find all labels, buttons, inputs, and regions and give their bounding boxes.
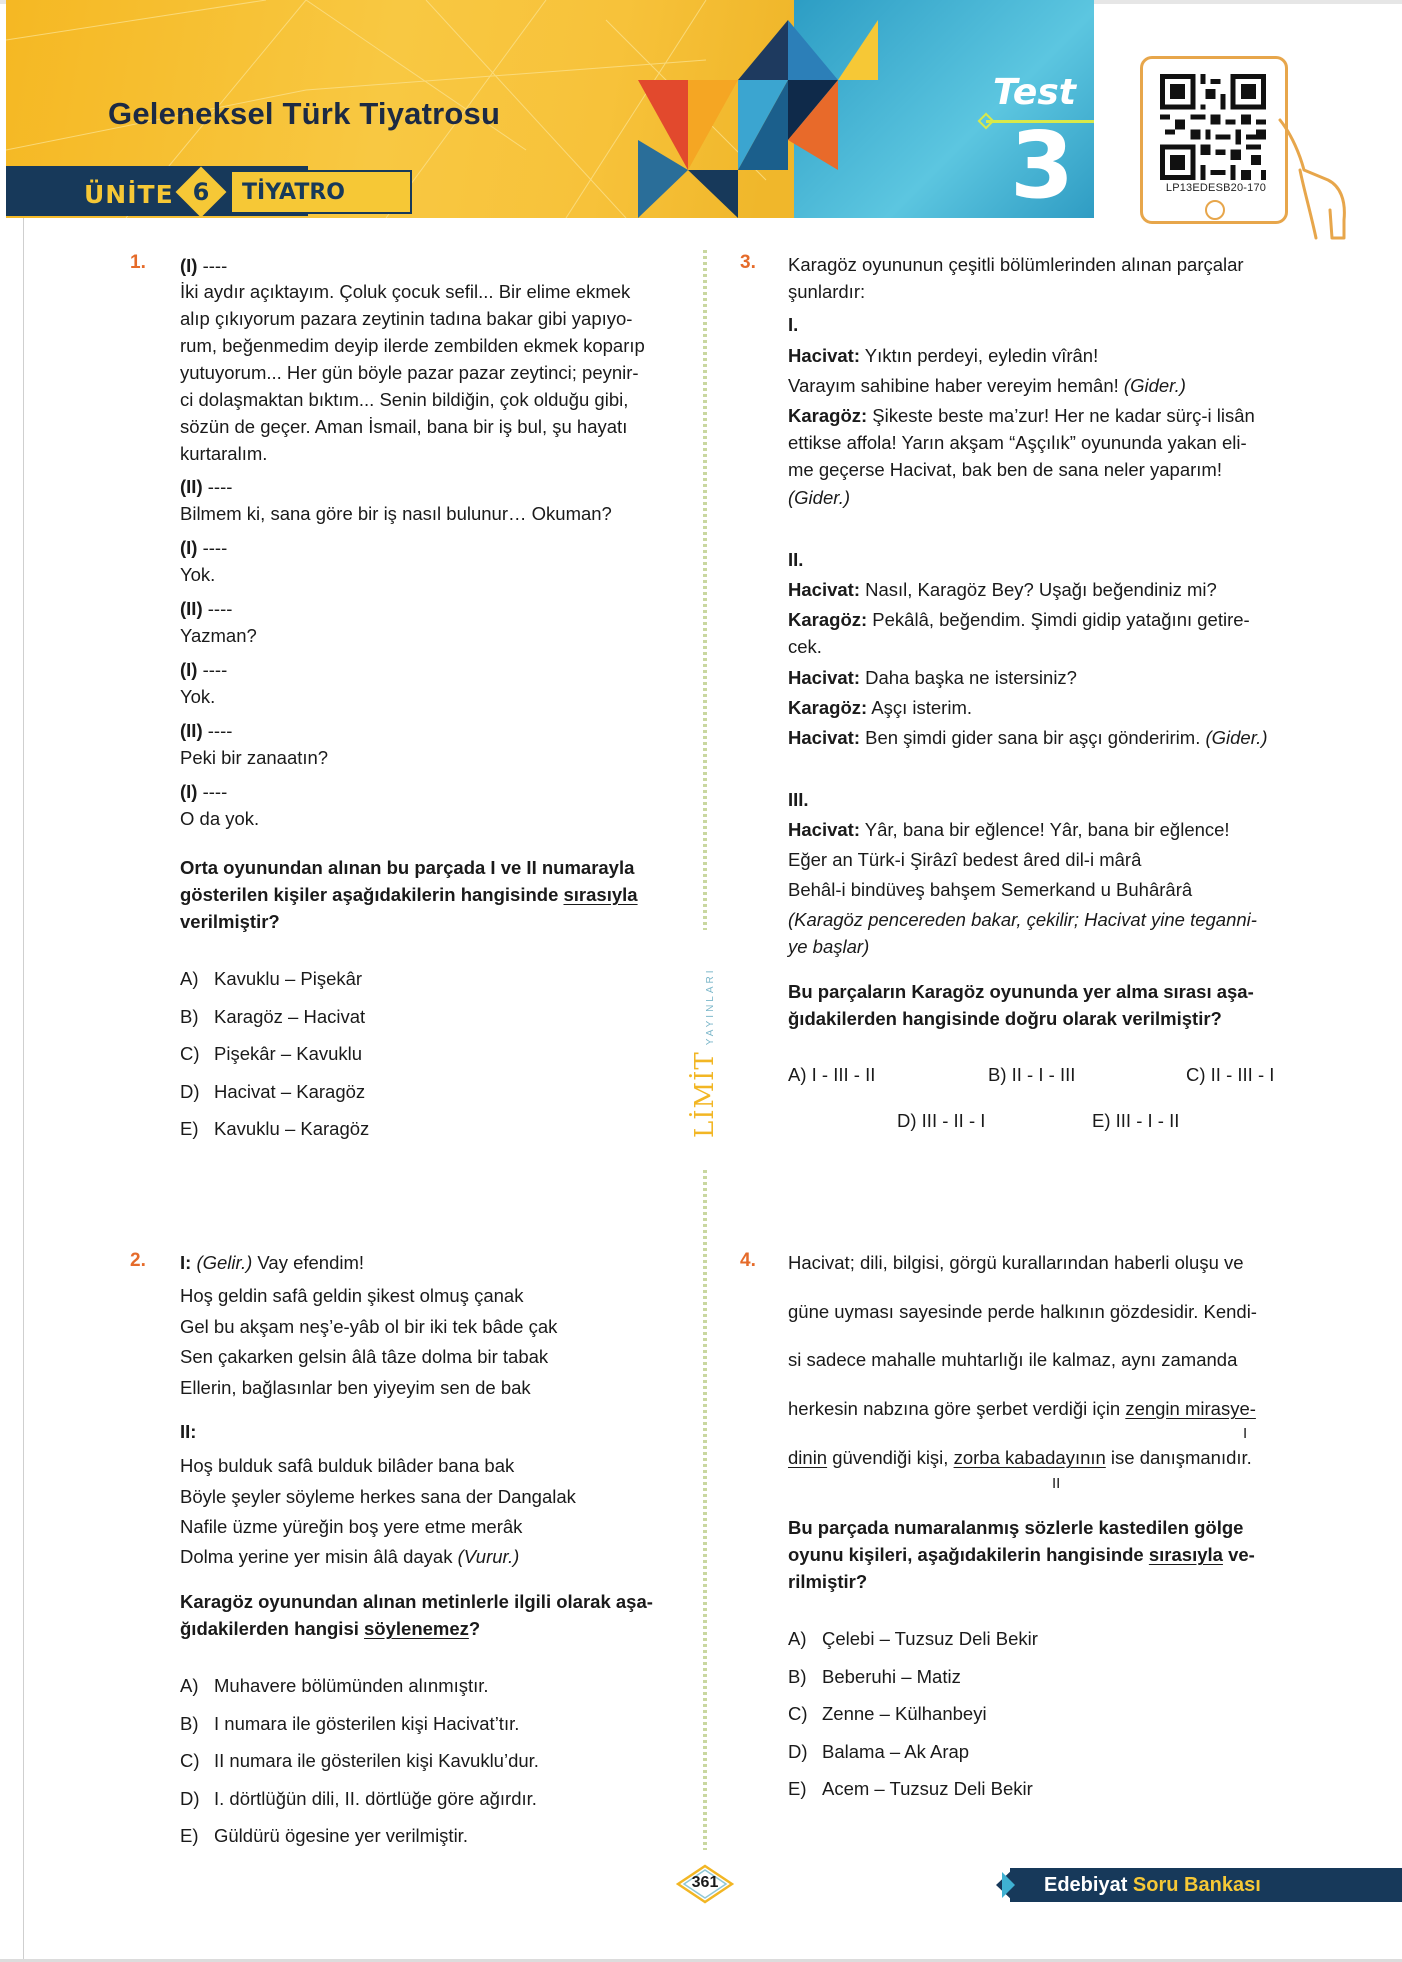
q1-line-text: rum, beğenmedim deyip ilerde zembilden ekmek koparıp	[180, 335, 645, 356]
question-4-prompt-line-3: rilmiştir?	[788, 1571, 868, 1592]
option-text: Beberuhi – Matiz	[822, 1665, 961, 1687]
q1-dialogue-line	[180, 305, 632, 332]
q1-line-text: ----	[197, 537, 228, 558]
q1-dialogue-line	[180, 534, 227, 561]
q1-line-text: ----	[202, 598, 233, 619]
q3-option-a[interactable]	[788, 1064, 875, 1086]
q3-part2-line-6: Hacivat: Ben şimdi gider sana bir aşçı gönderirim. (Gider.)	[788, 727, 1268, 748]
q3-part2-line-2: Karagöz: Pekâlâ, beğendim. Şimdi gidip yatağını getire-	[788, 609, 1250, 630]
q1-line-text: sözün de geçer. Aman İsmail, bana bir iş bul, şu hayatı	[180, 416, 628, 437]
q3-part3-line-3: Behâl-i bindüveş bahşem Semerkand u Buhârârâ	[788, 879, 1193, 900]
question-3-part-1-label: I.	[788, 314, 799, 335]
page-title: Geleneksel Türk Tiyatrosu	[108, 96, 501, 131]
option-letter: D)	[897, 1110, 917, 1131]
q2-verse2-line: Böyle şeyler söyleme herkes sana der Dangalak	[180, 1485, 576, 1507]
q1-line-text: O da yok.	[180, 808, 260, 829]
question-3-part-3-label: III.	[788, 789, 809, 810]
option-letter: C)	[180, 1750, 200, 1771]
q3-part1-line-1: Hacivat: Yıktın perdeyi, eyledin vîrân!	[788, 345, 1099, 366]
q2-option-c[interactable]	[180, 1750, 539, 1772]
q4-option-a[interactable]	[788, 1628, 1038, 1650]
option-letter: B)	[180, 1005, 199, 1027]
question-1-prompt-line-2: gösterilen kişiler aşağıdakilerin hangisinde sırasıyla	[180, 884, 638, 905]
q2-verse1-line: Gel bu akşam neş’e-yâb ol bir iki tek bâde çak	[180, 1315, 558, 1337]
q4-line-2: güne uyması sayesinde perde halkının gözdesidir. Kendi-	[788, 1301, 1257, 1322]
q1-line-text: yutuyorum... Her gün böyle pazar pazar zeytinci; peynir-	[180, 362, 639, 383]
q1-speaker: (I)	[180, 659, 198, 680]
option-text: II - III - I	[1210, 1064, 1275, 1085]
qr-code-text: LP13EDESB20-170	[1165, 182, 1267, 194]
q3-part1-line-2: Varayım sahibine haber vereyim hemân! (Gider.)	[788, 375, 1186, 396]
option-letter: D)	[180, 1080, 200, 1102]
q1-line-text: ----	[202, 720, 233, 741]
option-text: Pişekâr – Kavuklu	[214, 1043, 363, 1064]
q1-dialogue-line	[180, 386, 628, 413]
q2-option-e[interactable]	[180, 1825, 468, 1847]
q1-dialogue-line	[180, 440, 267, 467]
test-label: Test	[993, 72, 1076, 113]
q4-mark-II: II	[1052, 1475, 1061, 1492]
question-2-speaker-1-line: I: (Gelir.) Vay efendim!	[180, 1252, 365, 1273]
q1-line-text: Yok.	[180, 686, 216, 707]
option-letter: B)	[788, 1665, 807, 1687]
q1-dialogue-line	[180, 332, 645, 359]
q1-dialogue-line	[180, 805, 259, 832]
q1-speaker: (II)	[180, 598, 203, 619]
q1-dialogue-line	[180, 359, 639, 386]
q2-option-d[interactable]	[180, 1788, 537, 1810]
q3-part2-line-4: Hacivat: Daha başka ne istersiniz?	[788, 667, 1077, 688]
q1-speaker: (II)	[180, 476, 203, 497]
footer-series-title: Edebiyat Soru Bankası	[1044, 1874, 1261, 1896]
option-text: II - I - III	[1011, 1064, 1076, 1085]
option-text: Hacivat – Karagöz	[214, 1080, 366, 1102]
publisher-watermark	[690, 948, 718, 1138]
question-1-prompt-line-1: Orta oyunundan alınan bu parçada I ve II numarayla	[180, 857, 635, 878]
question-1-number: 1.	[130, 252, 146, 273]
q2-verse2-line: Nafile üzme yüreğin boş yere etme merâk	[180, 1516, 523, 1537]
option-letter: A)	[180, 968, 199, 989]
q3-part3-line-2: Eğer an Türk-i Şirâzî bedest âred dil-i mârâ	[788, 849, 1142, 870]
option-letter: A)	[788, 1628, 807, 1649]
q2-verse1-line: Ellerin, bağlasınlar ben yiyeyim sen de bak	[180, 1376, 531, 1398]
option-text: Zenne – Külhanbeyi	[822, 1703, 987, 1724]
q4-option-b[interactable]	[788, 1666, 961, 1688]
option-letter: C)	[788, 1703, 808, 1724]
publisher-sub: YAYINLARI	[705, 967, 716, 1046]
q2-verse2-line: Hoş bulduk safâ bulduk bilâder bana bak	[180, 1455, 515, 1476]
q4-line-3: si sadece mahalle muhtarlığı ile kalmaz, aynı zamanda	[788, 1349, 1238, 1370]
question-3-intro-line-1: Karagöz oyununun çeşitli bölümlerinden alınan parçalar	[788, 254, 1244, 275]
q1-dialogue-line	[180, 473, 232, 500]
q1-option-e[interactable]	[180, 1118, 369, 1140]
q1-line-text: ----	[197, 255, 228, 276]
q1-line-text: Bilmem ki, sana göre bir iş nasıl bulunur… Okuman?	[180, 503, 612, 524]
option-text: Kavuklu – Karagöz	[214, 1118, 370, 1139]
q3-part3-line-5: ye başlar)	[788, 936, 870, 957]
question-1-prompt-line-3: verilmiştir?	[180, 911, 280, 932]
q1-dialogue-line	[180, 252, 227, 279]
option-letter: E)	[1092, 1110, 1111, 1131]
q1-dialogue-line	[180, 656, 227, 683]
q4-option-c[interactable]	[788, 1703, 987, 1725]
question-4-prompt-line-1: Bu parçada numaralanmış sözlerle kastedilen gölge	[788, 1517, 1244, 1538]
unite-topic: TİYATRO	[242, 180, 345, 205]
unite-number: 6	[192, 178, 210, 206]
q1-dialogue-line	[180, 683, 215, 710]
option-text: I numara ile gösterilen kişi Hacivat’tır.	[214, 1712, 520, 1734]
q3-option-e[interactable]	[1092, 1110, 1179, 1132]
option-letter: E)	[180, 1825, 199, 1846]
q3-option-d[interactable]	[897, 1110, 985, 1132]
q3-option-b[interactable]	[988, 1064, 1075, 1086]
option-letter: C)	[1186, 1064, 1206, 1085]
question-3-part-2-label: II.	[788, 549, 804, 570]
option-text: III - II - I	[921, 1110, 986, 1131]
option-letter: B)	[988, 1064, 1007, 1085]
option-text: Karagöz – Hacivat	[214, 1005, 366, 1027]
q1-line-text: ci dolaşmaktan bıktım... Senin bildiğin, çok olduğu gibi,	[180, 389, 629, 410]
option-letter: C)	[180, 1043, 200, 1064]
origami-graphic	[638, 20, 918, 218]
q1-line-text: Yok.	[180, 564, 216, 585]
q3-option-c[interactable]	[1186, 1064, 1274, 1086]
q1-dialogue-line	[180, 744, 328, 771]
q1-speaker: (I)	[180, 255, 198, 276]
q1-line-text: Yazman?	[180, 625, 257, 646]
option-text: Güldürü ögesine yer verilmiştir.	[214, 1825, 468, 1846]
q3-part2-line-1: Hacivat: Nasıl, Karagöz Bey? Uşağı beğendiniz mi?	[788, 579, 1217, 600]
q1-option-d[interactable]	[180, 1081, 365, 1103]
q1-line-text: kurtaralım.	[180, 443, 268, 464]
question-4-number: 4.	[740, 1250, 756, 1271]
option-text: III - I - II	[1115, 1110, 1180, 1131]
question-3-intro-line-2: şunlardır:	[788, 281, 866, 302]
q3-part1-line-5: me geçerse Hacivat, bak ben de sana neler yaparım!	[788, 459, 1222, 480]
question-2-prompt-line-2: ğıdakilerden hangisi söylenemez?	[180, 1618, 481, 1639]
option-letter: E)	[788, 1778, 807, 1799]
q1-option-c[interactable]	[180, 1043, 362, 1065]
hand-icon	[1270, 110, 1354, 240]
q4-mark-I: I	[1243, 1425, 1248, 1442]
q4-option-d[interactable]	[788, 1741, 969, 1763]
q1-line-text: alıp çıkıyorum pazara zeytinin tadına bakar gibi yapıyo-	[180, 308, 633, 329]
question-3-number: 3.	[740, 252, 756, 273]
test-number: 3	[1010, 112, 1075, 219]
q3-part1-line-3: Karagöz: Şikeste beste ma’zur! Her ne kadar sürç-i lisân	[788, 405, 1255, 426]
q1-dialogue-line	[180, 500, 612, 527]
q1-dialogue-line	[180, 595, 232, 622]
question-2-prompt-line-1: Karagöz oyunundan alınan metinlerle ilgili olarak aşa-	[180, 1591, 653, 1612]
q2-option-b[interactable]	[180, 1713, 519, 1735]
option-letter: B)	[180, 1712, 199, 1734]
q1-option-b[interactable]	[180, 1006, 365, 1028]
page-number: 361	[691, 1874, 719, 1891]
q3-part2-line-3: cek.	[788, 636, 822, 657]
column-divider-top	[703, 250, 707, 930]
option-letter: D)	[180, 1787, 200, 1809]
q3-part3-line-4: (Karagöz pencereden bakar, çekilir; Hacivat yine teganni-	[788, 909, 1257, 930]
q1-dialogue-line	[180, 622, 257, 649]
option-text: Çelebi – Tuzsuz Deli Bekir	[822, 1628, 1038, 1649]
option-text: Balama – Ak Arap	[822, 1740, 970, 1762]
q4-line-1: Hacivat; dili, bilgisi, görgü kurallarından haberli oluşu ve	[788, 1252, 1244, 1273]
q1-line-text: İki aydır açıktayım. Çoluk çocuk sefil... Bir elime ekmek	[180, 281, 631, 302]
q1-speaker: (I)	[180, 537, 198, 558]
question-4-prompt-line-2: oyunu kişileri, aşağıdakilerin hangisinde sırasıyla ve-	[788, 1544, 1255, 1565]
q2-option-a[interactable]	[180, 1675, 489, 1697]
option-text: Muhavere bölümünden alınmıştır.	[214, 1675, 489, 1696]
question-2-verse2-last: Dolma yerine yer misin âlâ dayak (Vurur.)	[180, 1546, 520, 1567]
publisher-name: LİMİT	[690, 1051, 720, 1138]
option-text: Acem – Tuzsuz Deli Bekir	[822, 1778, 1033, 1799]
q1-dialogue-line	[180, 278, 630, 305]
option-letter: A)	[788, 1064, 807, 1085]
q1-dialogue-line	[180, 413, 627, 440]
option-letter: D)	[788, 1740, 808, 1762]
q3-part2-line-5: Karagöz: Aşçı isterim.	[788, 697, 973, 718]
question-3-prompt-line-2: ğıdakilerden hangisinde doğru olarak verilmiştir?	[788, 1008, 1222, 1029]
q1-line-text: Peki bir zanaatın?	[180, 747, 329, 768]
q1-line-text: ----	[202, 476, 233, 497]
q2-verse1-line: Sen çakarken gelsin âlâ tâze dolma bir tabak	[180, 1346, 549, 1367]
option-text: II numara ile gösterilen kişi Kavuklu’dur.	[214, 1750, 539, 1771]
q1-dialogue-line	[180, 778, 227, 805]
q4-line-4: herkesin nabzına göre şerbet verdiği için zengin mirasye-	[788, 1398, 1256, 1419]
option-letter: A)	[180, 1675, 199, 1696]
question-2-speaker-2: II:	[180, 1421, 197, 1442]
q1-dialogue-line	[180, 717, 232, 744]
option-text: I. dörtlüğün dili, II. dörtlüğe göre ağırdır.	[214, 1787, 537, 1809]
phone-home-button	[1205, 200, 1225, 220]
option-text: I - III - II	[811, 1064, 876, 1085]
q3-part3-line-1: Hacivat: Yâr, bana bir eğlence! Yâr, bana bir eğlence!	[788, 819, 1230, 840]
option-text: Kavuklu – Pişekâr	[214, 968, 363, 989]
q1-line-text: ----	[197, 781, 228, 802]
q4-option-e[interactable]	[788, 1778, 1033, 1800]
q1-dialogue-line	[180, 561, 215, 588]
q1-speaker: (I)	[180, 781, 198, 802]
q1-speaker: (II)	[180, 720, 203, 741]
q3-part1-line-4: ettikse affola! Yarın akşam “Aşçılık” oyununda yakan eli-	[788, 432, 1247, 453]
q4-line-5: dinin güvendiği kişi, zorba kabadayının ise danışmanıdır.	[788, 1447, 1252, 1468]
column-divider-bottom	[703, 1170, 707, 1850]
page-edge	[0, 4, 24, 1959]
question-3-prompt-line-1: Bu parçaların Karagöz oyununda yer alma sırası aşa-	[788, 981, 1254, 1002]
footer-tip-accent	[1002, 1872, 1015, 1898]
q1-line-text: ----	[197, 659, 228, 680]
q1-option-a[interactable]	[180, 968, 362, 990]
qr-code-icon[interactable]	[1160, 74, 1266, 180]
option-letter: E)	[180, 1118, 199, 1139]
q2-verse1-line: Hoş geldin safâ geldin şikest olmuş çanak	[180, 1285, 524, 1306]
unite-label: ÜNİTE	[84, 180, 174, 209]
question-2-number: 2.	[130, 1250, 146, 1271]
q3-part1-line-6: (Gider.)	[788, 487, 851, 508]
